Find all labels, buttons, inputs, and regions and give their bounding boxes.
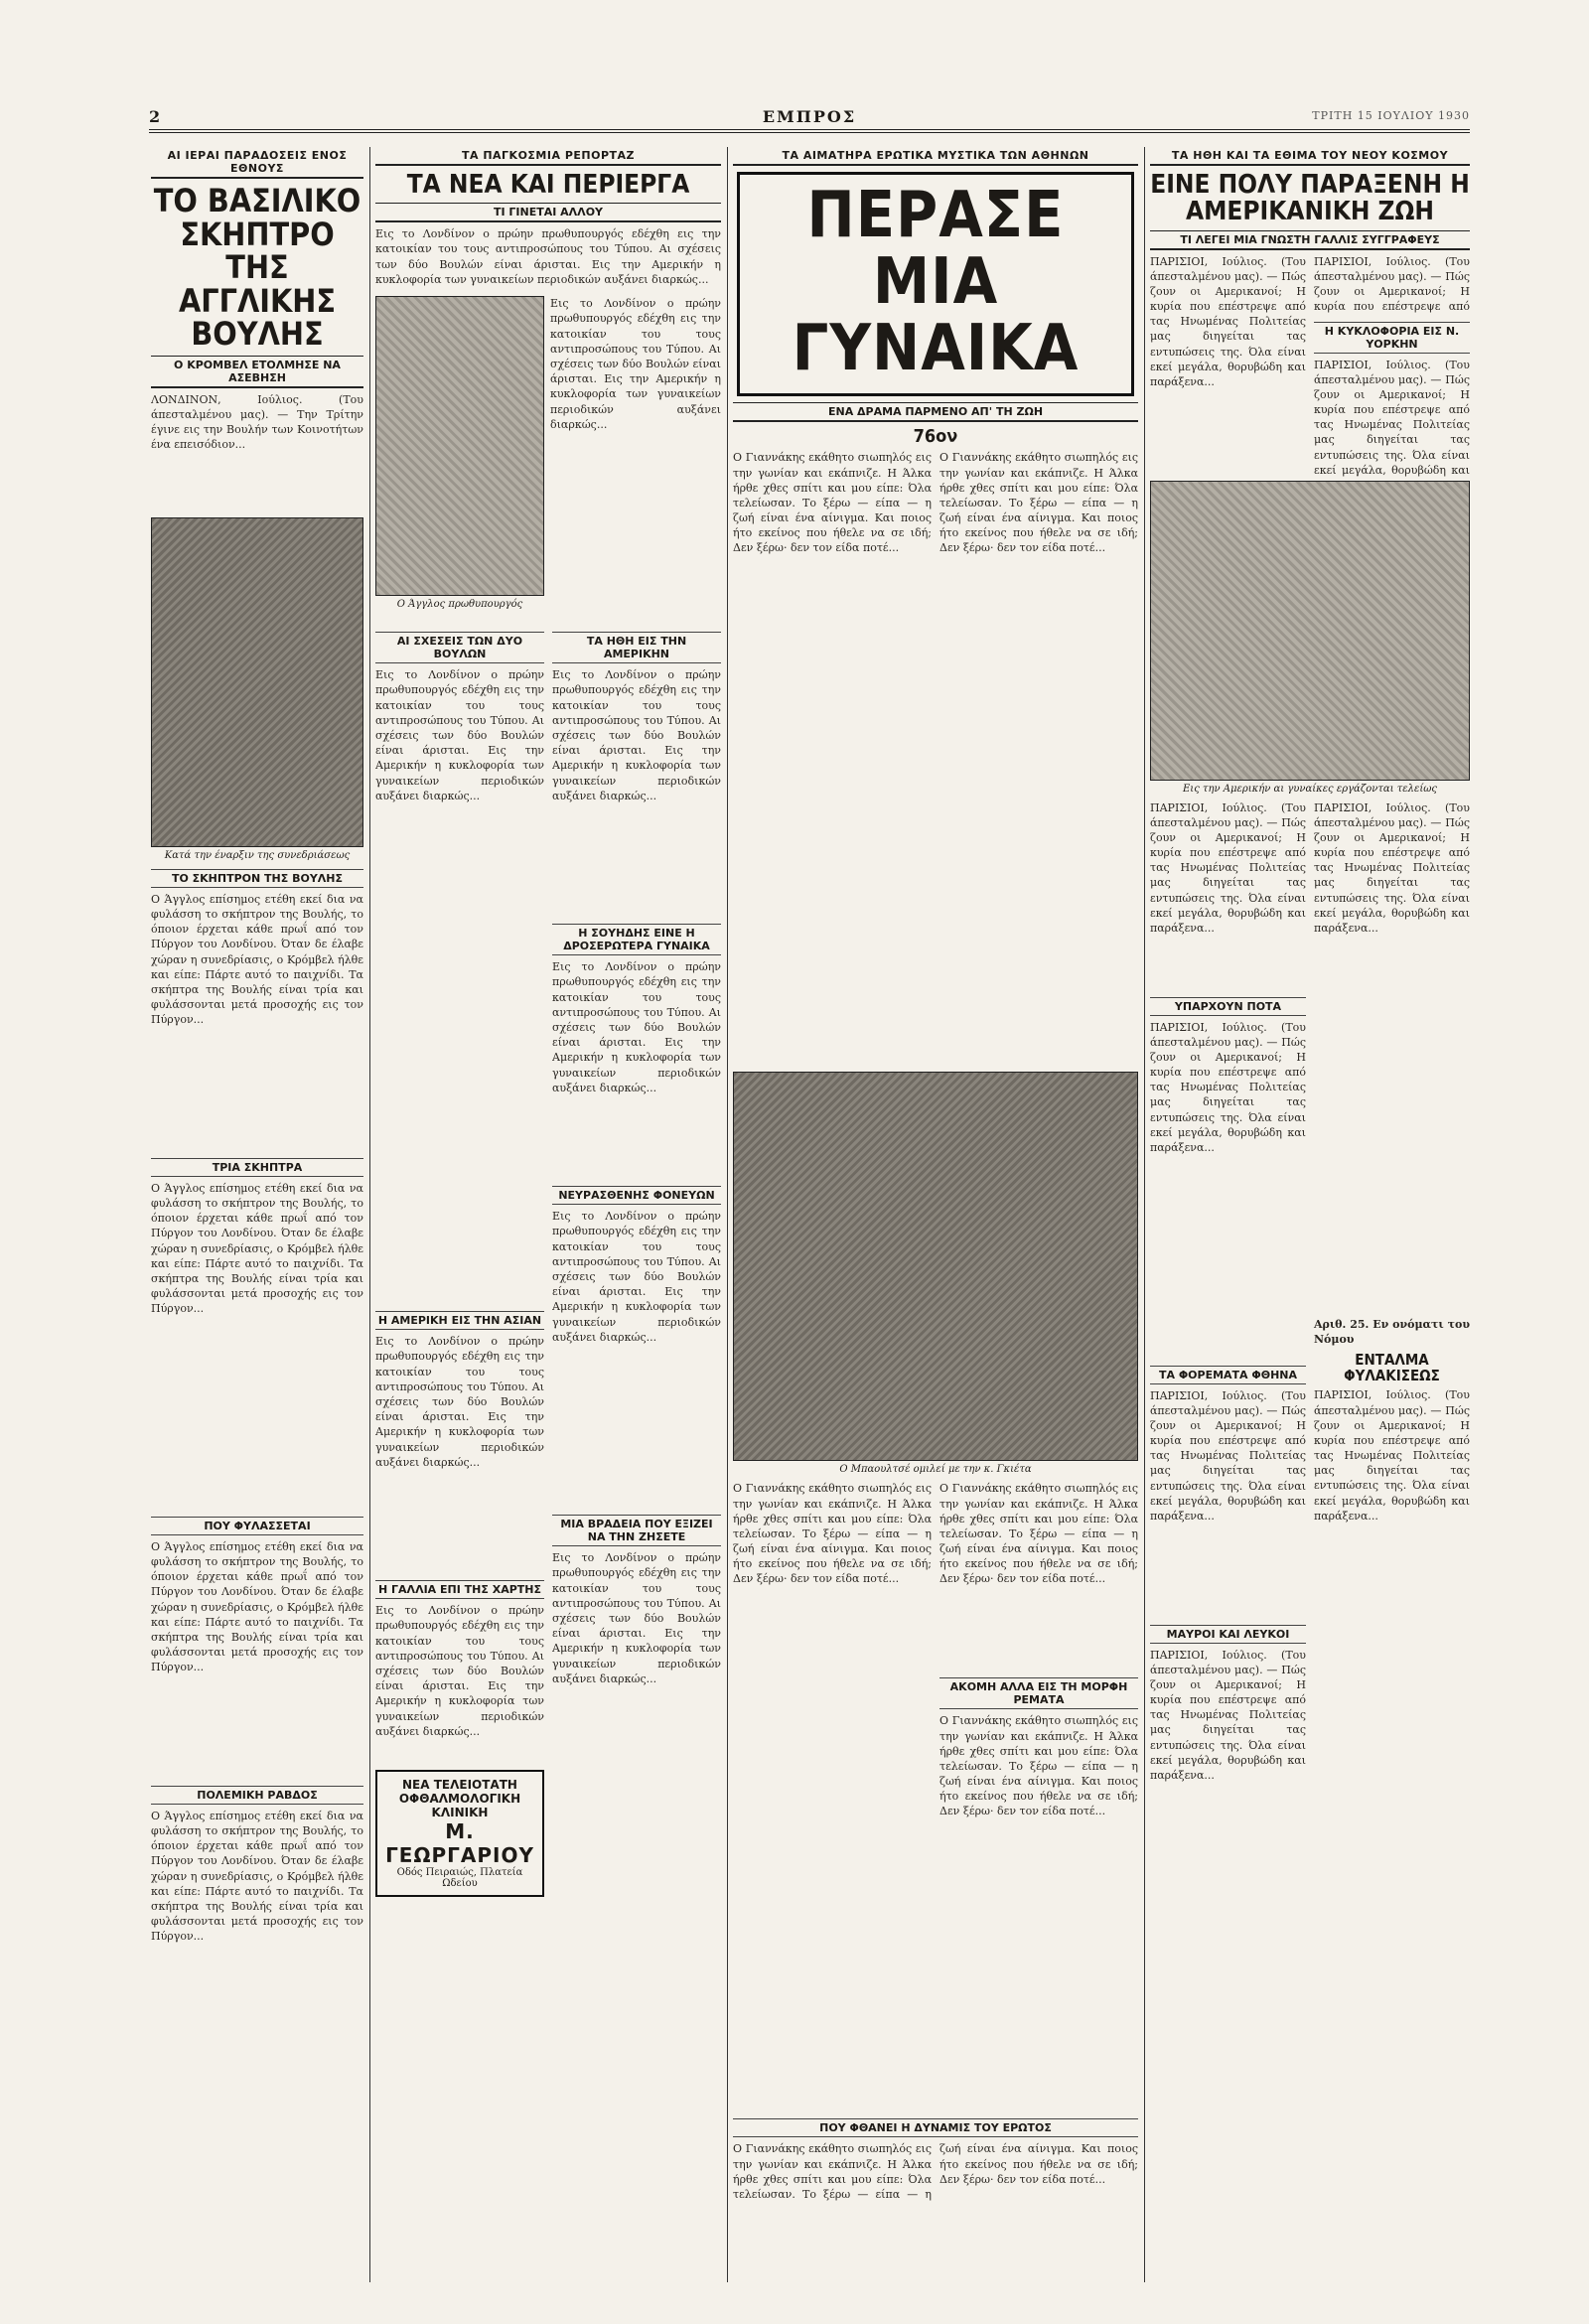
subheading: ΝΕΥΡΑΣΘΕΝΗΣ ΦΟΝΕΥΩΝ (552, 1186, 721, 1205)
masthead (149, 107, 1470, 133)
article-body: ΠΑΡΙΣΙΟΙ, Ιούλιος. (Του άπεσταλμένου μας). — Πώς ζουν οι Αμερικανοί; Η κυρία που επέστρεψε από τας Ηνωμένας Πολιτείας μας διηγείται τας εντυπώσεις της. Όλα είναι εκεί μεγάλα, θορυβώδη και παράξενα... (1150, 254, 1306, 388)
article-body: ΠΑΡΙΣΙΟΙ, Ιούλιος. (Του άπεσταλμένου μας). — Πώς ζουν οι Αμερικανοί; Η κυρία που επέστρεψε από τας Ηνωμένας Πολιτείας μας διηγείται τας εντυπώσεις της. Όλα είναι εκεί μεγάλα, θορυβώδη και παράξενα... (1150, 1388, 1306, 1523)
story-text: Ο Γιαννάκης εκάθητο σιωπηλός εις την γωνίαν και εκάπνιζε. Η Άλκα ήρθε χθες σπίτι και μου είπε: Όλα τελείωσαν. Το ξέρω — είπα — η ζωή είναι ένα αίνιγμα. Και ποιος ήτο εκείνος που ήθελε να σε ιδή; Δεν ξέρω· δεν τον είδα ποτέ... (939, 1482, 1138, 1586)
kicker: ΤΑ ΗΘΗ ΚΑΙ ΤΑ ΕΘΙΜΑ ΤΟΥ ΝΕΟΥ ΚΟΣΜΟΥ (1150, 147, 1470, 166)
subheading: Η ΓΑΛΛΙΑ ΕΠΙ ΤΗΣ ΧΑΡΤΗΣ (375, 1580, 544, 1599)
byline: ΤΙ ΓΙΝΕΤΑΙ ΑΛΛΟΥ (375, 203, 721, 222)
subheading: ΜΑΥΡΟΙ ΚΑΙ ΛΕΥΚΟΙ (1150, 1625, 1306, 1644)
column-serial-story (733, 147, 1138, 2292)
newspaper-name: ΕΜΠΡΟΣ (762, 107, 857, 126)
photo-caption: Ο Μπαουλτσέ ομιλεί με την κ. Γκιέτα (839, 1464, 1032, 1476)
article-body: ΠΑΡΙΣΙΟΙ, Ιούλιος. (Του άπεσταλμένου μας). — Πώς ζουν οι Αμερικανοί; Η κυρία που επέστρεψε από τας Ηνωμένας Πολιτείας μας διηγείται τας εντυπώσεις της. Όλα είναι εκεί μεγάλα, θορυβώδη και παράξενα... (1314, 1388, 1470, 1523)
subheading: ΠΟΛΕΜΙΚΗ ΡΑΒΔΟΣ (151, 1786, 363, 1805)
subheading: ΥΠΑΡΧΟΥΝ ΠΟΤΑ (1150, 997, 1306, 1016)
subheading: Η ΚΥΚΛΟΦΟΡΙΑ ΕΙΣ Ν. ΥΟΡΚΗΝ (1314, 322, 1470, 354)
ad-doctor-name: Μ. ΓΕΩΡΓΑΡΙΟΥ (385, 1819, 534, 1868)
column-rule (369, 147, 370, 2282)
ad-address: Οδός Πειραιώς, Πλατεία Ωδείου (396, 1867, 523, 1890)
subheading: ΑΙ ΣΧΕΣΕΙΣ ΤΩΝ ΔΥΟ ΒΟΥΛΩΝ (375, 632, 544, 663)
column-rule (727, 147, 728, 2282)
article-body: ΠΑΡΙΣΙΟΙ, Ιούλιος. (Του άπεσταλμένου μας). — Πώς ζουν οι Αμερικανοί; Η κυρία που επέστρεψε από τας Ηνωμένας Πολιτείας μας διηγείται τας εντυπώσεις της. Όλα είναι εκεί μεγάλα, θορυβώδη και παράξενα... (1150, 1648, 1306, 1782)
story-photo (733, 1072, 1138, 1461)
article-body: Ο Άγγλος επίσημος ετέθη εκεί δια να φυλάσση το σκήπτρον της Βουλής, το όποιον έρχεται κάθε πρωΐ από τον Πύργον του Λονδίνου. Όταν δε έλαβε χώραν η συνεδρίασις, ο Κρόμβελ ήλθε και είπε: Πάρτε αυτό το παιχνίδι. Τα σκήπτρα της Βουλής είναι τρία και φυλάσσονται μετά προσοχής εις τον Πύργον... (151, 1809, 363, 1944)
page-number: 2 (149, 107, 161, 126)
photo-caption: Εις την Αμερικήν αι γυναίκες εργάζονται τελείως (1183, 783, 1437, 795)
reference-line: Αριθ. 25. Εν ονόματι του Νόμου (1314, 1317, 1470, 1346)
article-body: ΠΑΡΙΣΙΟΙ, Ιούλιος. (Του άπεσταλμένου μας). — Πώς ζουν οι Αμερικανοί; Η κυρία που επέστρεψε από τας Ηνωμένας Πολιτείας μας διηγείται τας εντυπώσεις της. Όλα είναι εκεί μεγάλα, θορυβώδη και παράξενα... (1150, 1020, 1306, 1154)
date-line: ΤΡΙΤΗ 15 ΙΟΥΛΙΟΥ 1930 (1312, 109, 1470, 122)
article-body: Εις το Λονδίνον ο πρώην πρωθυπουργός εδέχθη εις την κατοικίαν του τους αντιπροσώπους του Τύπου. Αι σχέσεις των δύο Βουλών είναι άρισται. Εις την Αμερικήν η κυκλοφορία των γυναικείων περιοδικών αυξάνει διαρκώς... (375, 227, 721, 286)
article-body: Εις το Λονδίνον ο πρώην πρωθυπουργός εδέχθη εις την κατοικίαν του τους αντιπροσώπους του Τύπου. Αι σχέσεις των δύο Βουλών είναι άρισται. Εις την Αμερικήν η κυκλοφορία των γυναικείων περιοδικών αυξάνει διαρκώς... (375, 1604, 544, 1738)
prime-minister-portrait (375, 296, 544, 596)
article-body: Εις το Λονδίνον ο πρώην πρωθυπουργός εδέχθη εις την κατοικίαν του τους αντιπροσώπους του Τύπου. Αι σχέσεις των δύο Βουλών είναι άρισται. Εις την Αμερικήν η κυκλοφορία των γυναικείων περιοδικών αυξάνει διαρκώς... (375, 668, 544, 802)
article-body: Εις το Λονδίνον ο πρώην πρωθυπουργός εδέχθη εις την κατοικίαν του τους αντιπροσώπους του Τύπου. Αι σχέσεις των δύο Βουλών είναι άρισται. Εις την Αμερικήν η κυκλοφορία των γυναικείων περιοδικών αυξάνει διαρκώς... (552, 960, 721, 1094)
column-american-life (1150, 147, 1470, 2292)
article-body: Ο Άγγλος επίσημος ετέθη εκεί δια να φυλάσση το σκήπτρον της Βουλής, το όποιον έρχεται κάθε πρωΐ από τον Πύργον του Λονδίνου. Όταν δε έλαβε χώραν η συνεδρίασις, ο Κρόμβελ ήλθε και είπε: Πάρτε αυτό το παιχνίδι. Τα σκήπτρα της Βουλής είναι τρία και φυλάσσονται μετά προσοχής εις τον Πύργον... (151, 892, 363, 1027)
subheading: ΤΑ ΗΘΗ ΕΙΣ ΤΗΝ ΑΜΕΡΙΚΗΝ (552, 632, 721, 663)
ad-line: ΝΕΑ ΤΕΛΕΙΟΤΑΤΗ (402, 1778, 517, 1793)
article-body: Εις το Λονδίνον ο πρώην πρωθυπουργός εδέχθη εις την κατοικίαν του τους αντιπροσώπους του Τύπου. Αι σχέσεις των δύο Βουλών είναι άρισται. Εις την Αμερικήν η κυκλοφορία των γυναικείων περιοδικών αυξάνει διαρκώς... (552, 668, 721, 802)
byline: Ο ΚΡΟΜΒΕΛ ΕΤΟΛΜΗΣΕ ΝΑ ΑΣΕΒΗΣΗ (151, 356, 363, 388)
story-text: Ο Γιαννάκης εκάθητο σιωπηλός εις την γωνίαν και εκάπνιζε. Η Άλκα ήρθε χθες σπίτι και μου είπε: Όλα τελείωσαν. Το ξέρω — είπα — η ζωή είναι ένα αίνιγμα. Και ποιος ήτο εκείνος που ήθελε να σε ιδή; Δεν ξέρω· δεν τον είδα ποτέ... (733, 1482, 932, 1586)
headline: ΤΑ ΝΕΑ ΚΑΙ ΠΕΡΙΕΡΓΑ (406, 170, 690, 200)
article-body: Εις το Λονδίνον ο πρώην πρωθυπουργός εδέχθη εις την κατοικίαν του τους αντιπροσώπους του Τύπου. Αι σχέσεις των δύο Βουλών είναι άρισται. Εις την Αμερικήν η κυκλοφορία των γυναικείων περιοδικών αυξάνει διαρκώς... (552, 1210, 721, 1344)
subheading: Η ΣΟΥΗΔΗΣ ΕΙΝΕ Η ΔΡΟΣΕΡΩΤΕΡΑ ΓΥΝΑΙΚΑ (552, 924, 721, 955)
subheading: ΤΑ ΦΟΡΕΜΑΤΑ ΦΘΗΝΑ (1150, 1366, 1306, 1384)
photo-caption: Ο Άγγλος πρωθυπουργός (396, 599, 523, 611)
headline: ΕΙΝΕ ΠΟΛΥ ΠΑΡΑΞΕΝΗ Η ΑΜΕΡΙΚΑΝΙΚΗ ΖΩΗ (1150, 170, 1470, 227)
subheading: Η ΑΜΕΡΙΚΗ ΕΙΣ ΤΗΝ ΑΣΙΑΝ (375, 1311, 544, 1330)
kicker: ΤΑ ΑΙΜΑΤΗΡΑ ΕΡΩΤΙΚΑ ΜΥΣΤΙΚΑ ΤΩΝ ΑΘΗΝΩΝ (733, 147, 1138, 166)
episode-number: 76ον (913, 425, 958, 447)
article-body: ΠΑΡΙΣΙΟΙ, Ιούλιος. (Του άπεσταλμένου μας). — Πώς ζουν οι Αμερικανοί; Η κυρία που επέστρεψε από τας Ηνωμένας Πολιτείας μας διηγείται τας εντυπώσεις της. Όλα είναι εκεί μεγάλα, θορυβώδη και παράξενα... (1314, 800, 1470, 935)
column-royal-sceptre (151, 147, 363, 2292)
story-text: Ο Γιαννάκης εκάθητο σιωπηλός εις την γωνίαν και εκάπνιζε. Η Άλκα ήρθε χθες σπίτι και μου είπε: Όλα τελείωσαν. Το ξέρω — είπα — η ζωή είναι ένα αίνιγμα. Και ποιος ήτο εκείνος που ήθελε να σε ιδή; Δεν ξέρω· δεν τον είδα ποτέ... (733, 2142, 1138, 2201)
byline: ΤΙ ΛΕΓΕΙ ΜΙΑ ΓΝΩΣΤΗ ΓΑΛΛΙΣ ΣΥΓΓΡΑΦΕΥΣ (1150, 230, 1470, 250)
kicker: ΤΑ ΠΑΓΚΟΣΜΙΑ ΡΕΠΟΡΤΑΖ (375, 147, 721, 166)
subheading: ΤΟ ΣΚΗΠΤΡΟΝ ΤΗΣ ΒΟΥΛΗΣ (151, 869, 363, 888)
ad-line: ΟΦΘΑΛΜΟΛΟΓΙΚΗ ΚΛΙΝΙΚΗ (398, 1792, 521, 1820)
article-body: ΠΑΡΙΣΙΟΙ, Ιούλιος. (Του άπεσταλμένου μας). — Πώς ζουν οι Αμερικανοί; Η κυρία που επέστρεψε από (1314, 254, 1470, 314)
column-news-curiosities (375, 147, 721, 2292)
subheading: ΑΚΟΜΗ ΑΛΛΑ ΕΙΣ ΤΗ ΜΟΡΦΗ ΡΕΜΑΤΑ (939, 1677, 1138, 1709)
article-body: Εις το Λονδίνον ο πρώην πρωθυπουργός εδέχθη εις την κατοικίαν του τους αντιπροσώπους του Τύπου. Αι σχέσεις των δύο Βουλών είναι άρισται. Εις την Αμερικήν η κυκλοφορία των γυναικείων περιοδικών αυξάνει διαρκώς... (552, 1551, 721, 1685)
headline: ΤΟ ΒΑΣΙΛΙΚΟ ΣΚΗΠΤΡΟ ΤΗΣ ΑΓΓΛΙΚΗΣ ΒΟΥΛΗΣ (153, 182, 361, 354)
article-lead: ΛΟΝΔΙΝΟΝ, Ιούλιος. (Του άπεσταλμένου μας). — Την Τρίτην έγινε εις την Βουλήν των Κοινοτήτων ένα επεισόδιον... (151, 392, 363, 452)
subheading: ΠΟΥ ΦΘΑΝΕΙ Η ΔΥΝΑΜΙΣ ΤΟΥ ΕΡΩΤΟΣ (733, 2118, 1138, 2137)
subheading: ΤΡΙΑ ΣΚΗΠΤΡΑ (151, 1158, 363, 1177)
article-body: ΠΑΡΙΣΙΟΙ, Ιούλιος. (Του άπεσταλμένου μας). — Πώς ζουν οι Αμερικανοί; Η κυρία που επέστρεψε από τας Ηνωμένας Πολιτείας μας διηγείται τας εντυπώσεις της. Όλα είναι εκεί μεγάλα, θορυβώδη και παράξενα... (1150, 800, 1306, 935)
parliament-photo (151, 517, 363, 847)
subheading: ΠΟΥ ΦΥΛΑΣΣΕΤΑΙ (151, 1517, 363, 1535)
article-body: Εις το Λονδίνον ο πρώην πρωθυπουργός εδέχθη εις την κατοικίαν του τους αντιπροσώπους του Τύπου. Αι σχέσεις των δύο Βουλών είναι άρισται. Εις την Αμερικήν η κυκλοφορία των γυναικείων περιοδικών αυξάνει διαρκώς... (550, 297, 721, 431)
column-rule (1144, 147, 1145, 2282)
photo-caption: Κατά την έναρξιν της συνεδριάσεως (164, 849, 351, 861)
clinic-advertisement (375, 1770, 544, 1897)
article-body: Ο Άγγλος επίσημος ετέθη εκεί δια να φυλάσση το σκήπτρον της Βουλής, το όποιον έρχεται κάθε πρωΐ από τον Πύργον του Λονδίνου. Όταν δε έλαβε χώραν η συνεδρίασις, ο Κρόμβελ ήλθε και είπε: Πάρτε αυτό το παιχνίδι. Τα σκήπτρα της Βουλής είναι τρία και φυλάσσονται μετά προσοχής εις τον Πύργον... (151, 1539, 363, 1674)
story-text: Ο Γιαννάκης εκάθητο σιωπηλός εις την γωνίαν και εκάπνιζε. Η Άλκα ήρθε χθες σπίτι και μου είπε: Όλα τελείωσαν. Το ξέρω — είπα — η ζωή είναι ένα αίνιγμα. Και ποιος ήτο εκείνος που ήθελε να σε ιδή; Δεν ξέρω· δεν τον είδα ποτέ... (733, 451, 932, 555)
article-body: Ο Άγγλος επίσημος ετέθη εκεί δια να φυλάσση το σκήπτρον της Βουλής, το όποιον έρχεται κάθε πρωΐ από τον Πύργον του Λονδίνου. Όταν δε έλαβε χώραν η συνεδρίασις, ο Κρόμβελ ήλθε και είπε: Πάρτε αυτό το παιχνίδι. Τα σκήπτρα της Βουλής είναι τρία και φυλάσσονται μετά προσοχής εις τον Πύργον... (151, 1181, 363, 1316)
article-body: Εις το Λονδίνον ο πρώην πρωθυπουργός εδέχθη εις την κατοικίαν του τους αντιπροσώπους του Τύπου. Αι σχέσεις των δύο Βουλών είναι άρισται. Εις την Αμερικήν η κυκλοφορία των γυναικείων περιοδικών αυξάνει διαρκώς... (375, 1335, 544, 1469)
headline: ΠΕΡΑΣΕ ΜΙΑ ΓΥΝΑΙΚΑ (737, 172, 1134, 396)
street-photo (1150, 481, 1470, 781)
subheading: ΕΝΤΑΛΜΑ ΦΥΛΑΚΙΣΕΩΣ (1344, 1350, 1440, 1384)
story-text: Ο Γιαννάκης εκάθητο σιωπηλός εις την γωνίαν και εκάπνιζε. Η Άλκα ήρθε χθες σπίτι και μου είπε: Όλα τελείωσαν. Το ξέρω — είπα — η ζωή είναι ένα αίνιγμα. Και ποιος ήτο εκείνος που ήθελε να σε ιδή; Δεν ξέρω· δεν τον είδα ποτέ... (939, 1714, 1138, 1818)
article-body: ΠΑΡΙΣΙΟΙ, Ιούλιος. (Του άπεσταλμένου μας). — Πώς ζουν οι Αμερικανοί; Η κυρία που επέστρεψε από τας Ηνωμένας Πολιτείας μας διηγείται τας εντυπώσεις της. Όλα είναι εκεί μεγάλα, θορυβώδη και (1314, 358, 1470, 477)
subheading: ΜΙΑ ΒΡΑΔΕΙΑ ΠΟΥ ΕΞΙΖΕΙ ΝΑ ΤΗΝ ΖΗΣΕΤΕ (552, 1515, 721, 1546)
byline: ΕΝΑ ΔΡΑΜΑ ΠΑΡΜΕΝΟ ΑΠ' ΤΗ ΖΩΗ (733, 402, 1138, 422)
kicker: ΑΙ ΙΕΡΑΙ ΠΑΡΑΔΟΣΕΙΣ ΕΝΟΣ ΕΘΝΟΥΣ (151, 147, 363, 179)
story-text: Ο Γιαννάκης εκάθητο σιωπηλός εις την γωνίαν και εκάπνιζε. Η Άλκα ήρθε χθες σπίτι και μου είπε: Όλα τελείωσαν. Το ξέρω — είπα — η ζωή είναι ένα αίνιγμα. Και ποιος ήτο εκείνος που ήθελε να σε ιδή; Δεν ξέρω· δεν τον είδα ποτέ... (939, 451, 1138, 555)
